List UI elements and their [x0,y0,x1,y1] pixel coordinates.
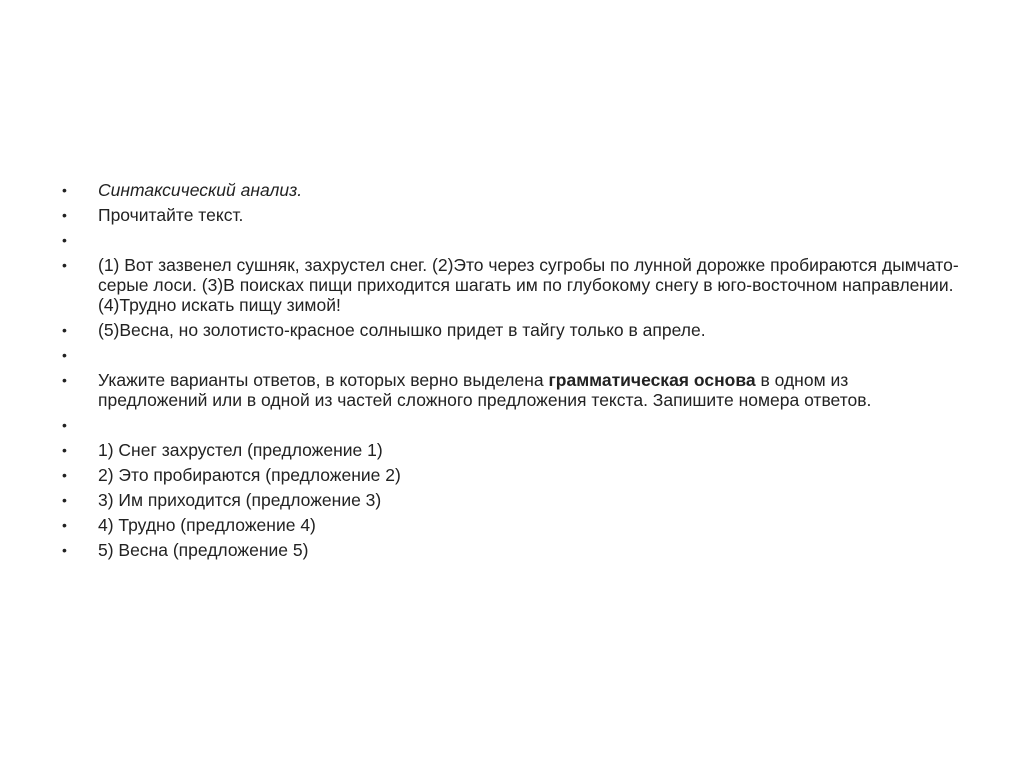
bullet-icon: • [62,182,67,198]
task-text-before: Укажите варианты ответов, в которых верно выделена [98,370,549,390]
list-item-passage-continued [62,320,962,340]
bullet-icon: • [62,372,67,388]
bullet-icon: • [62,232,67,248]
bullet-icon: • [62,347,67,363]
list-item-empty [62,415,962,435]
bullet-icon: • [62,207,67,223]
bullet-icon: • [62,417,67,433]
list-item-task [62,370,962,410]
answer-option [62,515,962,535]
list-item-title [62,180,962,200]
answer-option [62,490,962,510]
bullet-icon: • [62,517,67,533]
answer-option-label: 1) Снег захрустел (предложение 1) [98,440,383,460]
task-text-after: в одном из предложений или в одной из частей сложного предложения текста. Запишите номера ответов. [98,370,872,410]
slide-title: Синтаксический анализ. [98,180,303,200]
bullet-icon: • [62,442,67,458]
answer-option [62,440,962,460]
answer-option-label: 5) Весна (предложение 5) [98,540,309,560]
answer-option [62,540,962,560]
passage-text-5: (5)Весна, но золотисто-красное солнышко придет в тайгу только в апреле. [98,320,706,340]
list-item-instruction [62,205,962,225]
bullet-icon: • [62,322,67,338]
bullet-list [62,180,962,565]
list-item-passage [62,255,962,315]
answer-option-label: 3) Им приходится (предложение 3) [98,490,382,510]
bullet-icon: • [62,257,67,273]
bullet-icon: • [62,492,67,508]
list-item-empty [62,345,962,365]
answer-option [62,465,962,485]
bullet-icon: • [62,542,67,558]
instruction-text: Прочитайте текст. [98,205,244,225]
bullet-icon: • [62,467,67,483]
task-text [98,370,871,410]
task-text-bold: грамматическая основа [548,370,756,390]
list-item-empty [62,230,962,250]
answer-option-label: 2) Это пробираются (предложение 2) [98,465,401,485]
answer-option-label: 4) Трудно (предложение 4) [98,515,316,535]
passage-text: (1) Вот зазвенел сушняк, захрустел снег. (2)Это через сугробы по лунной дорожке пробираются дымчато-серые лоси. (3)В поисках пищи приходится шагать им по глубокому снегу в юго-восточном направлении. (4)Трудно искать пищу зимой! [98,255,959,315]
